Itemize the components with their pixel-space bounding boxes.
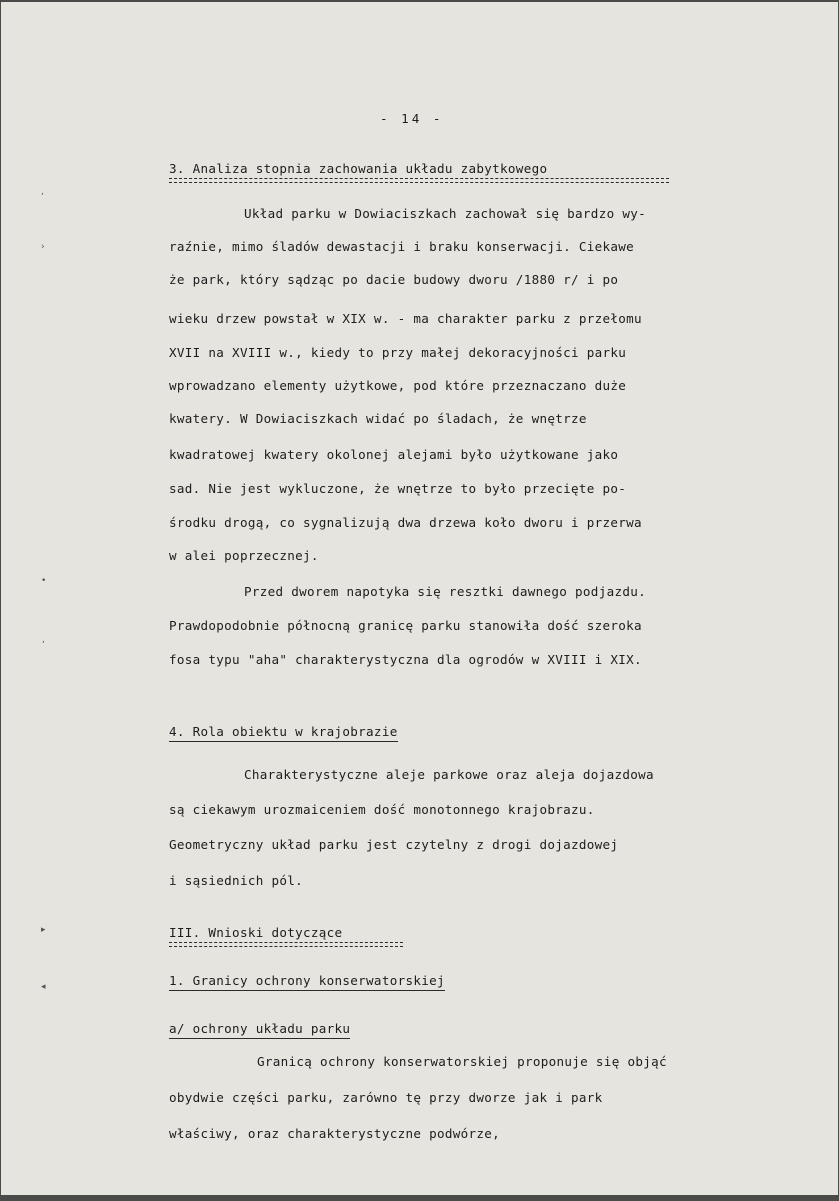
body-line: wprowadzano elementy użytkowe, pod które przeznaczano duże: [169, 378, 627, 393]
section-4-heading: 4. Rola obiektu w krajobrazie: [169, 724, 398, 742]
body-line: w alei poprzecznej.: [169, 548, 319, 563]
body-line: raźnie, mimo śladów dewastacji i braku konserwacji. Ciekawe: [169, 239, 635, 254]
body-line: i sąsiednich pól.: [169, 873, 303, 888]
subsection-a-heading: a/ ochrony układu parku: [169, 1021, 350, 1039]
body-line: właściwy, oraz charakterystyczne podwórze,: [169, 1126, 501, 1141]
document-page: [1, 2, 838, 1195]
subsection-1-heading: 1. Granicy ochrony konserwatorskiej: [169, 973, 445, 991]
body-line: są ciekawym urozmaiceniem dość monotonnego krajobrazu.: [169, 802, 595, 817]
section-3-heading: 3. Analiza stopnia zachowania układu zabytkowego: [169, 161, 548, 176]
body-line: Granicą ochrony konserwatorskiej proponuje się objąć: [257, 1054, 667, 1069]
body-line: że park, który sądząc po dacie budowy dworu /1880 r/ i po: [169, 272, 619, 287]
body-line: Układ parku w Dowiaciszkach zachował się bardzo wy-: [244, 206, 646, 221]
body-line: Prawdopodobnie północną granicę parku stanowiła dość szeroka: [169, 618, 642, 633]
body-line: Charakterystyczne aleje parkowe oraz aleja dojazdowa: [244, 767, 654, 782]
body-line: Geometryczny układ parku jest czytelny z drogi dojazdowej: [169, 837, 619, 852]
page-number: - 14 -: [380, 111, 444, 126]
heading-underline: [169, 178, 669, 183]
body-line: środku drogą, co sygnalizują dwa drzewa koło dworu i przerwa: [169, 515, 642, 530]
body-line: XVII na XVIII w., kiedy to przy małej dekoracyjności parku: [169, 345, 627, 360]
body-line: Przed dworem napotyka się resztki dawnego podjazdu.: [244, 584, 646, 599]
margin-mark: ,: [42, 635, 46, 645]
body-line: kwatery. W Dowiaciszkach widać po śladach, że wnętrze: [169, 411, 587, 426]
body-line: obydwie części parku, zarówno tę przy dworze jak i park: [169, 1090, 603, 1105]
margin-mark: •: [41, 576, 47, 586]
body-line: fosa typu "aha" charakterystyczna dla ogrodów w XVIII i XIX.: [169, 652, 642, 667]
heading-underline: [169, 942, 403, 947]
body-line: wieku drzew powstał w XIX w. - ma charakter parku z przełomu: [169, 311, 642, 326]
margin-mark: ◂: [41, 982, 46, 992]
section-III-heading: III. Wnioski dotyczące: [169, 925, 343, 940]
margin-mark: ▸: [41, 925, 46, 935]
body-line: sad. Nie jest wykluczone, że wnętrze to było przecięte po-: [169, 481, 627, 496]
body-line: kwadratowej kwatery okolonej alejami było użytkowane jako: [169, 447, 619, 462]
margin-mark: ,: [41, 187, 45, 197]
margin-mark: ›: [41, 242, 45, 252]
